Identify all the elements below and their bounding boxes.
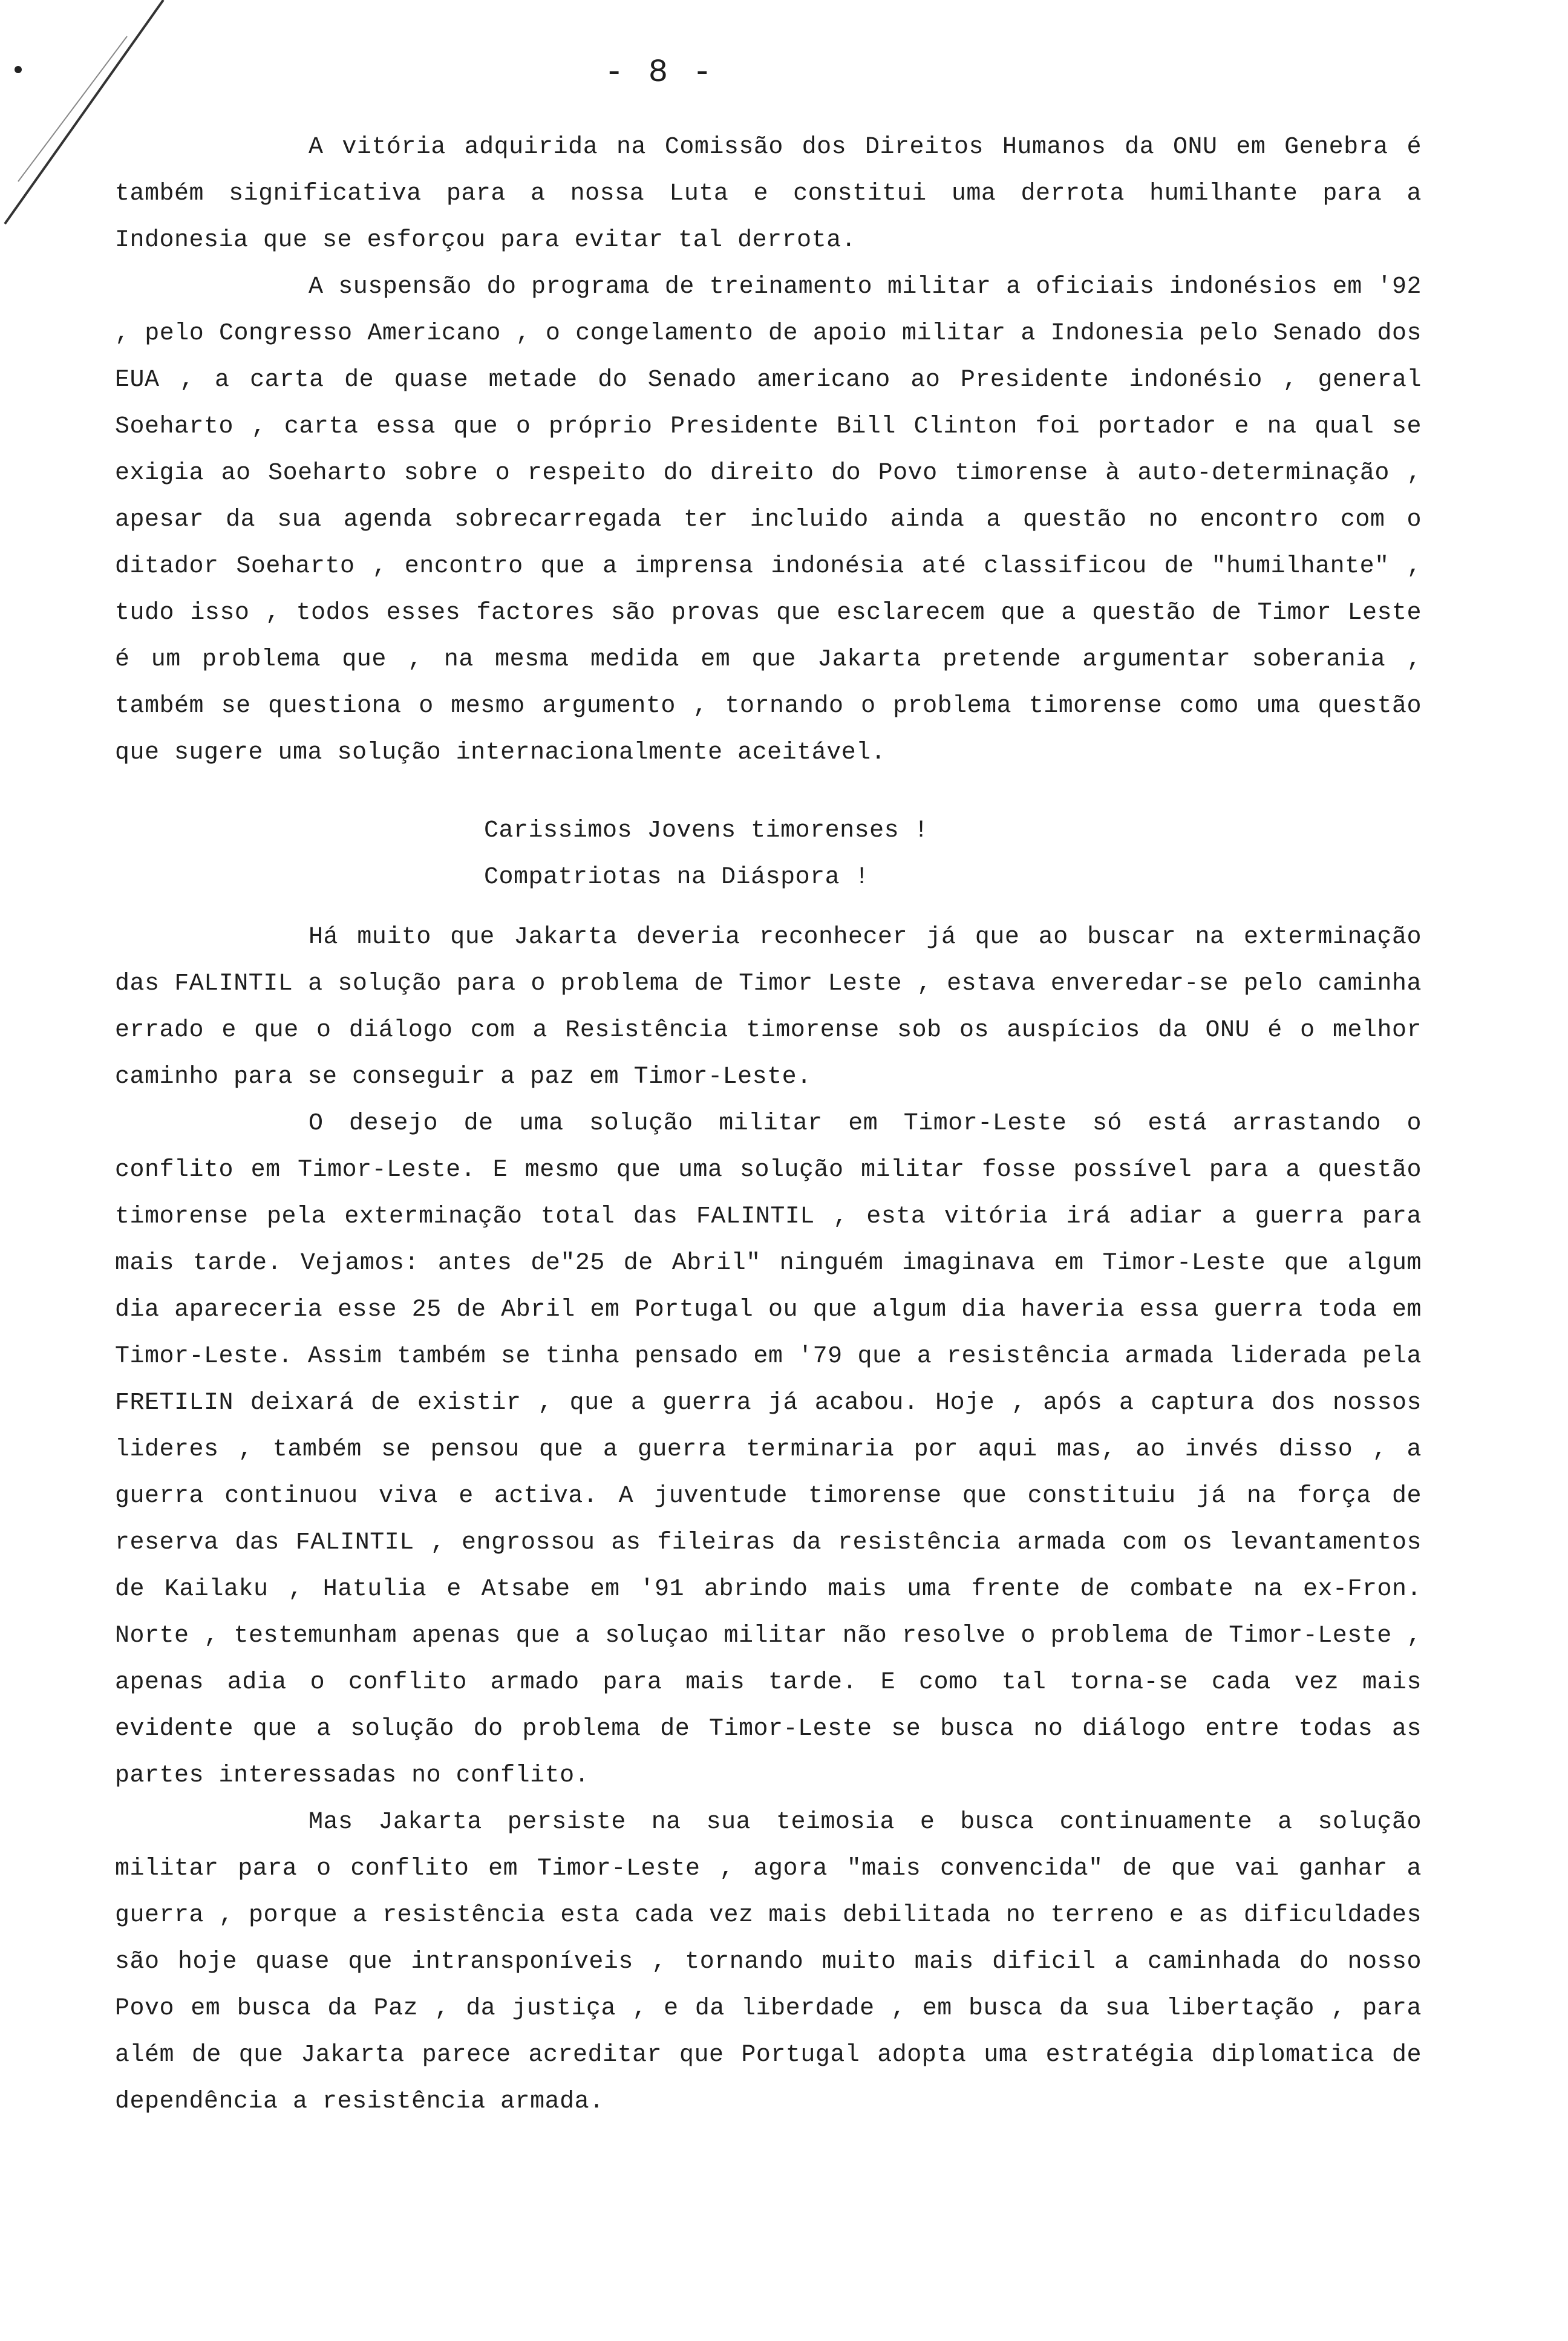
page-number: - 8 - [604, 54, 715, 91]
paragraph-1: A vitória adquirida na Comissão dos Direitos Humanos da ONU em Genebra é também significativa para a nossa Luta e constitui uma derrota humilhante para a Indonesia que se esforçou para evitar tal derrota. [115, 134, 1422, 254]
greeting-line-2: Compatriotas na Diáspora ! [484, 864, 870, 891]
paragraph-4: O desejo de uma solução militar em Timor-Leste só está arrastando o conflito em Timor-Leste. E mesmo que uma solução militar fosse possível para a questão timorense pela exterminação total das FALINTIL , esta vitória irá adiar a guerra para mais tarde. Vejamos: antes de"25 de Abril" ninguém imaginava em Timor-Leste que algum dia apareceria esse 25 de Abril em Portugal ou que algum dia haveria essa guerra toda em Timor-Leste. Assim também se tinha pensado em '79 que a resistência armada liderada pela FRETILIN deixará de existir , que a guerra já acabou. Hoje , após a captura dos nossos lideres , também se pensou que a guerra terminaria por aqui mas, ao invés disso , a guerra continuou viva e activa. A juventude timorense que constituiu já na força de reserva das FALINTIL , engrossou as fileiras da resistência armada com os levantamentos de Kailaku , Hatulia e Atsabe em '91 abrindo mais uma frente de combate na ex-Fron. Norte , testemunham apenas que a soluçao militar não resolve o problema de Timor-Leste , apenas adia o conflito armado para mais tarde. E como tal torna-se cada vez mais evidente que a solução do problema de Timor-Leste se busca no diálogo entre todas as partes interessadas no conflito. [115, 1110, 1422, 1789]
paragraph-2: A suspensão do programa de treinamento militar a oficiais indonésios em '92 , pelo Congresso Americano , o congelamento de apoio militar a Indonesia pelo Senado dos EUA , a carta de quase metade do Senado americano ao Presidente indonésio , general Soeharto , carta essa que o próprio Presidente Bill Clinton foi portador e na qual se exigia ao Soeharto sobre o respeito do direito do Povo timorense à auto-determinação , apesar da sua agenda sobrecarregada ter incluido ainda a questão no encontro com o ditador Soeharto , encontro que a imprensa indonésia até classificou de "humilhante" , tudo isso , todos esses factores são provas que esclarecem que a questão de Timor Leste é um problema que , na mesma medida em que Jakarta pretende argumentar soberania , também se questiona o mesmo argumento , tornando o problema timorense como uma questão que sugere uma solução internacionalmente aceitável. [115, 273, 1422, 766]
document-body [115, 124, 1422, 2125]
paragraph-3: Há muito que Jakarta deveria reconhecer já que ao buscar na exterminação das FALINTIL a solução para o problema de Timor Leste , estava enveredar-se pelo caminha errado e que o diálogo com a Resistência timorense sob os auspícios da ONU é o melhor caminho para se conseguir a paz em Timor-Leste. [115, 924, 1422, 1091]
greeting-line-1: Carissimos Jovens timorenses ! [484, 817, 929, 844]
paragraph-5: Mas Jakarta persiste na sua teimosia e busca continuamente a solução militar para o conflito em Timor-Leste , agora "mais convencida" de que vai ganhar a guerra , porque a resistência esta cada vez mais debilitada no terreno e as dificuldades são hoje quase que intransponíveis , tornando muito mais dificil a caminhada do nosso Povo em busca da Paz , da justiça , e da liberdade , em busca da sua libertação , para além de que Jakarta parece acreditar que Portugal adopta uma estratégia diplomatica de dependência a resistência armada. [115, 1809, 1422, 2115]
greeting [115, 808, 1422, 901]
